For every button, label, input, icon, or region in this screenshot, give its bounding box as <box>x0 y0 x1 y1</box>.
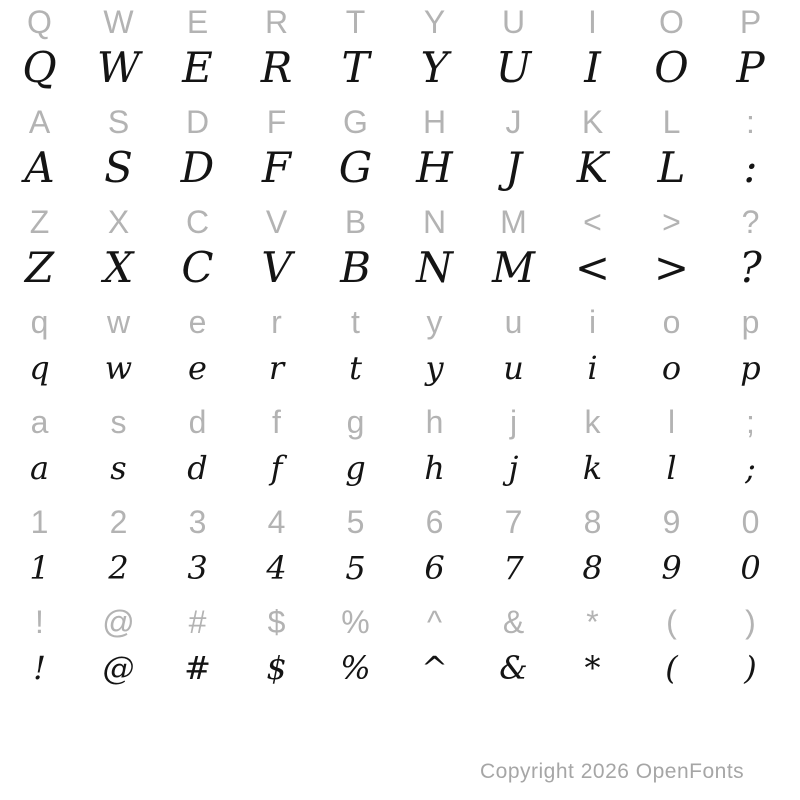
reference-glyph: ) <box>745 604 756 640</box>
script-glyph: W <box>96 43 141 92</box>
script-glyph: V <box>261 243 292 292</box>
script-glyph: X <box>103 243 134 292</box>
reference-glyph: B <box>344 204 367 240</box>
reference-glyph: Q <box>27 4 52 40</box>
reference-glyph: f <box>272 404 281 440</box>
script-glyph: e <box>188 349 207 387</box>
reference-glyph: L <box>662 104 681 140</box>
symbols-row-script-row <box>0 644 790 700</box>
script-glyph: P <box>736 43 765 92</box>
script-glyph: J <box>505 143 522 192</box>
script-glyph: U <box>495 43 532 92</box>
reference-glyph: H <box>422 104 447 140</box>
script-glyph: j <box>508 449 519 487</box>
script-glyph: i <box>587 349 598 387</box>
digits-row <box>0 500 790 600</box>
reference-glyph: 0 <box>741 504 760 540</box>
script-glyph: R <box>260 43 293 92</box>
reference-glyph: 2 <box>109 504 128 540</box>
reference-glyph: ! <box>35 604 44 640</box>
script-glyph: ) <box>744 649 757 687</box>
script-glyph: 8 <box>582 549 603 587</box>
uppercase-qwerty-row-script-row <box>0 44 790 100</box>
script-glyph: q <box>29 349 50 387</box>
script-glyph: < <box>574 243 611 292</box>
reference-glyph: R <box>264 4 289 40</box>
script-glyph: C <box>181 243 214 292</box>
script-glyph: 4 <box>266 549 287 587</box>
script-glyph: H <box>416 143 453 192</box>
reference-glyph: S <box>107 104 130 140</box>
script-glyph: u <box>503 349 524 387</box>
script-glyph: y <box>425 349 444 387</box>
lowercase-qwerty-row-gray-row <box>0 300 790 344</box>
reference-glyph: Z <box>29 204 50 240</box>
script-glyph: # <box>184 649 211 687</box>
reference-glyph: j <box>509 404 518 440</box>
script-glyph: ( <box>665 649 678 687</box>
symbols-row-gray-row <box>0 600 790 644</box>
script-glyph: I <box>584 43 601 92</box>
reference-glyph: U <box>501 4 526 40</box>
script-glyph: t <box>349 349 362 387</box>
script-glyph: T <box>341 43 370 92</box>
reference-glyph: : <box>746 104 755 140</box>
script-glyph: @ <box>102 649 135 687</box>
copyright-text: Copyright 2026 OpenFonts <box>480 760 745 783</box>
digits-row-script-row <box>0 544 790 600</box>
script-glyph: 6 <box>424 549 445 587</box>
reference-glyph: $ <box>267 604 286 640</box>
reference-glyph: 3 <box>188 504 207 540</box>
uppercase-home-row <box>0 100 790 200</box>
script-glyph: s <box>110 449 127 487</box>
reference-glyph: N <box>422 204 447 240</box>
reference-glyph: % <box>341 604 370 640</box>
script-glyph: > <box>653 243 690 292</box>
reference-glyph: 1 <box>30 504 49 540</box>
script-glyph: h <box>424 449 445 487</box>
reference-glyph: 4 <box>267 504 286 540</box>
reference-glyph: l <box>667 404 676 440</box>
script-glyph: A <box>24 143 55 192</box>
reference-glyph: e <box>188 304 207 340</box>
reference-glyph: * <box>586 604 599 640</box>
script-glyph: 0 <box>740 549 761 587</box>
script-glyph: l <box>666 449 677 487</box>
script-glyph: ^ <box>421 649 448 687</box>
script-glyph: d <box>187 449 208 487</box>
script-glyph: 9 <box>661 549 682 587</box>
reference-glyph: ^ <box>426 604 442 640</box>
reference-glyph: C <box>185 204 210 240</box>
reference-glyph: 6 <box>425 504 444 540</box>
reference-glyph: k <box>584 404 601 440</box>
reference-glyph: V <box>265 204 288 240</box>
reference-glyph: Y <box>423 4 446 40</box>
reference-glyph: g <box>346 404 365 440</box>
lowercase-qwerty-row <box>0 300 790 400</box>
digits-row-gray-row <box>0 500 790 544</box>
reference-glyph: ; <box>746 404 755 440</box>
lowercase-home-row-gray-row <box>0 400 790 444</box>
script-glyph: S <box>104 143 133 192</box>
reference-glyph: T <box>345 4 366 40</box>
reference-glyph: o <box>662 304 681 340</box>
reference-glyph: # <box>188 604 207 640</box>
script-glyph: ; <box>745 449 756 487</box>
script-glyph: k <box>582 449 603 487</box>
reference-glyph: < <box>583 204 602 240</box>
script-glyph: r <box>268 349 285 387</box>
reference-glyph: A <box>28 104 51 140</box>
script-glyph: a <box>29 449 50 487</box>
reference-glyph: h <box>425 404 444 440</box>
symbols-row <box>0 600 790 700</box>
script-glyph: Z <box>24 243 55 292</box>
uppercase-qwerty-row <box>0 0 790 100</box>
reference-glyph: X <box>107 204 130 240</box>
lowercase-home-row <box>0 400 790 500</box>
reference-glyph: s <box>110 404 127 440</box>
script-glyph: p <box>740 349 761 387</box>
script-glyph: 2 <box>108 549 129 587</box>
script-glyph: f <box>270 449 283 487</box>
reference-glyph: i <box>588 304 597 340</box>
reference-glyph: t <box>351 304 360 340</box>
reference-glyph: E <box>186 4 209 40</box>
reference-glyph: P <box>739 4 762 40</box>
script-glyph: D <box>180 143 215 192</box>
script-glyph: * <box>584 649 601 687</box>
script-glyph: O <box>654 43 689 92</box>
script-glyph: Q <box>22 43 57 92</box>
reference-glyph: a <box>30 404 49 440</box>
script-glyph: 5 <box>345 549 366 587</box>
script-glyph: G <box>338 143 373 192</box>
script-glyph: o <box>661 349 682 387</box>
uppercase-home-row-gray-row <box>0 100 790 144</box>
uppercase-bottom-row-gray-row <box>0 200 790 244</box>
script-glyph: ? <box>739 243 762 292</box>
script-glyph: w <box>104 349 133 387</box>
reference-glyph: w <box>106 304 131 340</box>
script-glyph: ! <box>33 649 46 687</box>
reference-glyph: d <box>188 404 207 440</box>
script-glyph: Y <box>420 43 449 92</box>
reference-glyph: J <box>505 104 522 140</box>
reference-glyph: 9 <box>662 504 681 540</box>
script-glyph: B <box>340 243 371 292</box>
reference-glyph: u <box>504 304 523 340</box>
script-glyph: 7 <box>503 549 524 587</box>
script-glyph: & <box>499 649 528 687</box>
script-glyph: E <box>182 43 213 92</box>
reference-glyph: y <box>426 304 443 340</box>
uppercase-qwerty-row-gray-row <box>0 0 790 44</box>
reference-glyph: I <box>588 4 597 40</box>
reference-glyph: p <box>741 304 760 340</box>
reference-glyph: q <box>30 304 49 340</box>
reference-glyph: ( <box>666 604 677 640</box>
reference-glyph: 7 <box>504 504 523 540</box>
reference-glyph: O <box>659 4 684 40</box>
script-glyph: L <box>657 143 686 192</box>
reference-glyph: F <box>266 104 287 140</box>
reference-glyph: & <box>502 604 525 640</box>
script-glyph: N <box>416 243 453 292</box>
lowercase-home-row-script-row <box>0 444 790 500</box>
reference-glyph: > <box>662 204 681 240</box>
script-glyph: M <box>491 243 535 292</box>
reference-glyph: D <box>185 104 210 140</box>
reference-glyph: W <box>103 4 134 40</box>
reference-glyph: 5 <box>346 504 365 540</box>
reference-glyph: ? <box>741 204 760 240</box>
script-glyph: % <box>340 649 371 687</box>
script-glyph: 3 <box>187 549 208 587</box>
reference-glyph: G <box>343 104 368 140</box>
reference-glyph: r <box>271 304 282 340</box>
uppercase-bottom-row <box>0 200 790 300</box>
lowercase-qwerty-row-script-row <box>0 344 790 400</box>
uppercase-bottom-row-script-row <box>0 244 790 300</box>
reference-glyph: M <box>500 204 527 240</box>
script-glyph: F <box>261 143 292 192</box>
reference-glyph: 8 <box>583 504 602 540</box>
script-glyph: g <box>345 449 366 487</box>
script-glyph: : <box>743 143 758 192</box>
reference-glyph: @ <box>102 604 135 640</box>
script-glyph: $ <box>266 649 287 687</box>
uppercase-home-row-script-row <box>0 144 790 200</box>
reference-glyph: K <box>581 104 604 140</box>
script-glyph: K <box>576 143 609 192</box>
script-glyph: 1 <box>29 549 50 587</box>
